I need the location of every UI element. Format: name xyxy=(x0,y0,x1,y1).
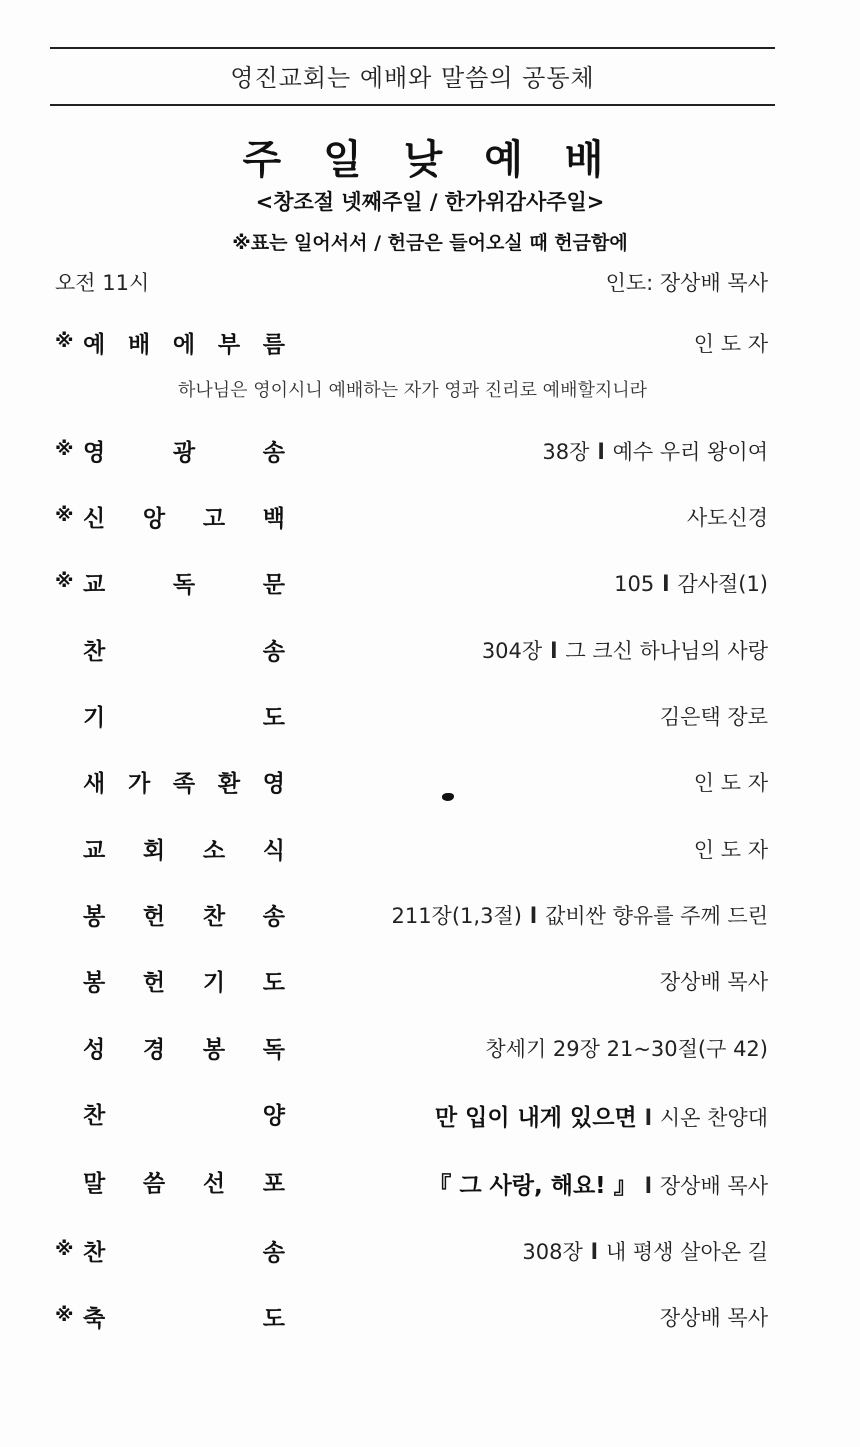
order-item-name-char: 헌 xyxy=(142,970,166,996)
order-item-detail-sub: 인 도 자 xyxy=(693,771,768,795)
order-item-detail-sub: 시온 찬양대 xyxy=(659,1106,768,1130)
order-item xyxy=(55,434,768,474)
order-item-detail-main: 105 xyxy=(614,572,655,596)
order-item xyxy=(55,566,768,606)
order-item-detail-sub: 사도신경 xyxy=(686,506,768,530)
separator-bar: l xyxy=(644,1174,652,1198)
standing-mark: ※ xyxy=(55,570,74,592)
order-item-name xyxy=(83,699,285,732)
order-item xyxy=(55,765,768,805)
order-item-name xyxy=(83,1031,285,1064)
order-item-detail-sub: 내 평생 살아온 길 xyxy=(605,1240,768,1264)
order-item-name-char: 문 xyxy=(262,572,285,598)
separator-bar: l xyxy=(529,904,538,928)
order-item-detail-main: 만 입이 내게 있으면 xyxy=(434,1105,637,1131)
order-item-name-char: 회 xyxy=(142,838,166,864)
order-item-name xyxy=(83,326,285,359)
service-leader: 인도: 장상배 목사 xyxy=(605,271,768,295)
order-item-name-char: 에 xyxy=(172,332,196,358)
order-item-name-char: 독 xyxy=(262,1037,285,1063)
standing-mark: ※ xyxy=(55,1304,74,1326)
order-item-name-char: 예 xyxy=(83,332,106,358)
order-item-name-char: 찬 xyxy=(202,904,226,930)
order-item-name-char: 찬 xyxy=(83,1103,106,1129)
church-motto: 영진교회는 예배와 말씀의 공동체 xyxy=(230,64,595,92)
order-item-name-char: 경 xyxy=(142,1037,166,1063)
order-item xyxy=(55,964,768,1004)
standing-mark: ※ xyxy=(55,1238,74,1260)
order-item-name-char: 찬 xyxy=(83,1240,106,1266)
order-item-detail-sub: 창세기 29장 21~30절(구 42) xyxy=(485,1037,768,1061)
order-item-name-char: 앙 xyxy=(142,506,166,532)
order-item-name-char: 교 xyxy=(83,572,106,598)
order-item-name-char: 소 xyxy=(202,838,226,864)
separator-bar: l xyxy=(662,572,670,596)
standing-mark: ※ xyxy=(55,330,74,352)
order-item-detail xyxy=(485,1033,768,1063)
order-item-name-char: 가 xyxy=(127,771,151,797)
order-item-name xyxy=(83,765,285,798)
order-item-detail xyxy=(391,900,768,930)
order-item-name-char: 포 xyxy=(262,1171,285,1197)
order-item-name-char: 기 xyxy=(83,705,106,731)
service-subtitle: <창조절 넷째주일 / 한가위감사주일> xyxy=(255,190,605,214)
order-item-name-char: 찬 xyxy=(83,639,106,665)
order-item-name-char: 말 xyxy=(83,1171,106,1197)
order-item xyxy=(55,326,768,366)
order-item-name-char: 도 xyxy=(262,1306,285,1332)
order-item-detail-main: 308장 xyxy=(522,1240,583,1264)
order-item-detail-sub: 감사절(1) xyxy=(677,572,768,596)
order-item-name-char: 교 xyxy=(83,838,106,864)
order-item-detail-sub: 장상배 목사 xyxy=(659,970,768,994)
separator-bar: l xyxy=(597,440,605,464)
order-item-name-char: 름 xyxy=(262,332,285,358)
order-item-name-char: 고 xyxy=(202,506,226,532)
order-item-name-char: 송 xyxy=(262,639,285,665)
order-item xyxy=(55,898,768,938)
order-item xyxy=(55,500,768,540)
order-item-name xyxy=(83,832,285,865)
order-item-detail xyxy=(694,834,768,864)
order-item-name-char: 봉 xyxy=(83,970,106,996)
order-item-name xyxy=(83,434,285,467)
order-item xyxy=(55,1165,768,1205)
service-note: ※표는 일어서서 / 헌금은 들어오실 때 헌금함에 xyxy=(232,232,628,254)
order-item-detail xyxy=(694,328,768,358)
order-item-name-char: 독 xyxy=(172,572,196,598)
order-item-detail xyxy=(660,701,768,731)
order-item xyxy=(55,699,768,739)
order-item-detail xyxy=(614,568,768,598)
order-item-name-char: 성 xyxy=(83,1037,106,1063)
order-item-name xyxy=(83,500,285,533)
order-item-name-char: 도 xyxy=(262,970,285,996)
order-item-detail xyxy=(542,436,768,466)
separator-bar: l xyxy=(644,1106,652,1130)
order-item xyxy=(55,832,768,872)
order-item-detail xyxy=(435,1099,768,1132)
order-item-name xyxy=(83,566,285,599)
order-item-name-char: 송 xyxy=(262,1240,285,1266)
order-item xyxy=(55,1300,768,1340)
order-item-detail xyxy=(694,767,768,797)
order-item-name-char: 기 xyxy=(202,970,226,996)
order-item-name-char: 배 xyxy=(127,332,151,358)
order-item-detail-sub: 예수 우리 왕이여 xyxy=(612,440,768,464)
order-item-name xyxy=(83,1097,285,1130)
service-time: 오전 11시 xyxy=(55,271,150,295)
order-item-name-char: 새 xyxy=(83,771,106,797)
order-item-detail xyxy=(660,1302,768,1332)
order-item-name-char: 환 xyxy=(217,771,241,797)
top-rule xyxy=(50,47,775,49)
order-item-name-char: 축 xyxy=(83,1306,106,1332)
order-item-name-char: 씀 xyxy=(142,1171,166,1197)
order-item-name xyxy=(83,1165,285,1198)
order-item-name xyxy=(83,1300,285,1333)
order-item-detail xyxy=(428,1167,768,1200)
order-item-detail-sub: 장상배 목사 xyxy=(659,1174,768,1198)
order-item-detail xyxy=(482,635,768,665)
order-item-detail-sub: 인 도 자 xyxy=(693,838,768,862)
order-item-detail-sub: 장상배 목사 xyxy=(659,1306,768,1330)
order-item-name-char: 봉 xyxy=(202,1037,226,1063)
order-item-name-char: 봉 xyxy=(83,904,106,930)
order-item-name-char: 선 xyxy=(202,1171,226,1197)
order-item-name-char: 송 xyxy=(262,440,285,466)
order-item-detail-main: 304장 xyxy=(481,639,543,663)
order-item-detail-sub: 김은택 장로 xyxy=(659,705,768,729)
order-item-name-char: 신 xyxy=(83,506,106,532)
order-item-name-char: 헌 xyxy=(142,904,166,930)
separator-bar: l xyxy=(590,1240,598,1264)
order-item-name-char: 족 xyxy=(172,771,196,797)
order-item-name xyxy=(83,898,285,931)
order-item-name-char: 백 xyxy=(262,506,285,532)
order-item xyxy=(55,1234,768,1274)
order-item-detail-sub: 그 크신 하나님의 사랑 xyxy=(565,639,768,663)
order-item-name xyxy=(83,964,285,997)
order-item-name-char: 광 xyxy=(172,440,196,466)
order-item xyxy=(55,633,768,673)
order-item-name-char: 식 xyxy=(262,838,285,864)
order-item-detail-sub: 인 도 자 xyxy=(693,332,768,356)
order-item-name-char: 부 xyxy=(217,332,241,358)
order-item-name xyxy=(83,1234,285,1267)
order-item-name xyxy=(83,633,285,666)
order-item-name-char: 양 xyxy=(262,1103,285,1129)
order-item-detail-main: 『 그 사랑, 해요! 』 xyxy=(428,1173,637,1199)
service-title: 주 일 낮 예 배 xyxy=(242,137,618,183)
order-item-name-char: 송 xyxy=(262,904,285,930)
order-item-detail-sub: 값비싼 향유를 주께 드린 xyxy=(545,904,768,928)
call-to-worship-scripture: 하나님은 영이시니 예배하는 자가 영과 진리로 예배할지니라 xyxy=(177,380,648,401)
order-item-detail-main: 38장 xyxy=(542,440,590,464)
bottom-rule xyxy=(50,104,775,106)
order-item-name-char: 영 xyxy=(262,771,285,797)
standing-mark: ※ xyxy=(55,504,74,526)
order-item-detail xyxy=(687,502,768,532)
separator-bar: l xyxy=(550,639,558,663)
order-item-detail xyxy=(522,1236,768,1266)
order-item-detail xyxy=(660,966,768,996)
order-item-detail-main: 211장(1,3절) xyxy=(391,904,522,928)
order-item-name-char: 영 xyxy=(83,440,106,466)
order-item xyxy=(55,1097,768,1137)
standing-mark: ※ xyxy=(55,438,74,460)
order-item-name-char: 도 xyxy=(262,705,285,731)
order-item xyxy=(55,1031,768,1071)
